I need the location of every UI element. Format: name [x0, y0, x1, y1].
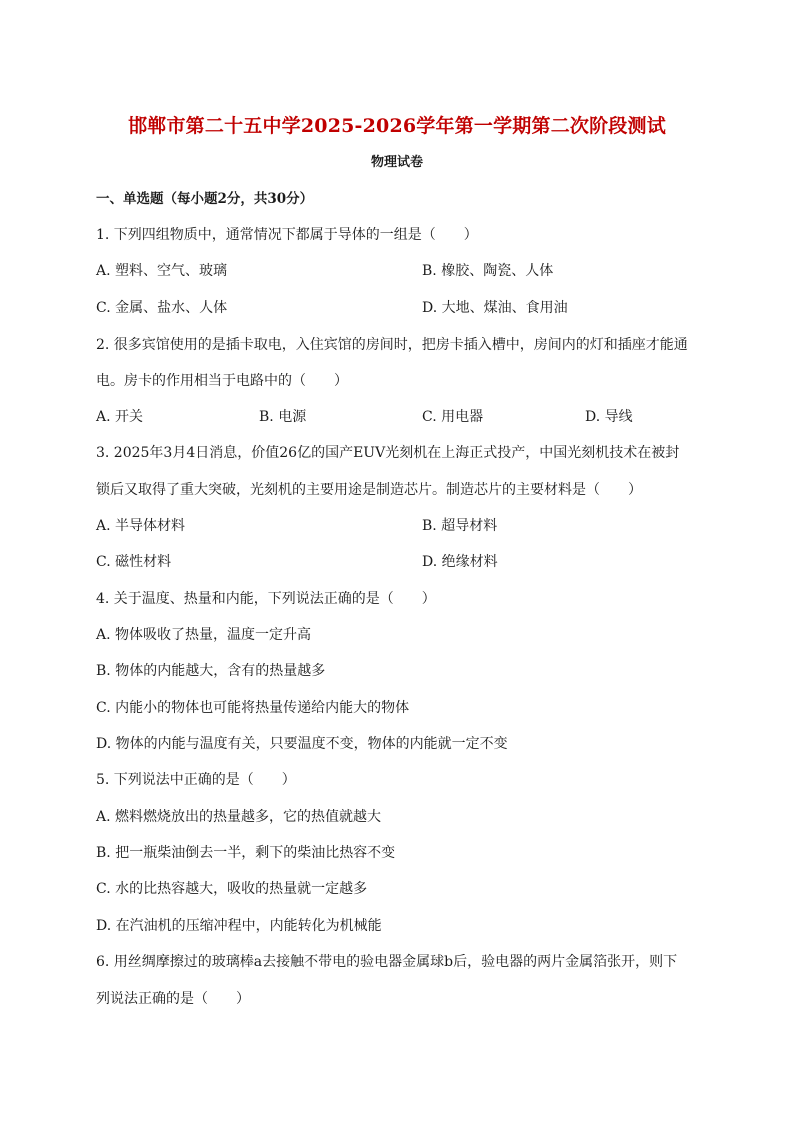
- question-4-option-b: B. 物体的内能越大，含有的热量越多: [96, 663, 326, 679]
- question-4-option-a: A. 物体吸收了热量，温度一定升高: [96, 627, 312, 643]
- question-2-option-d: D. 导线: [585, 409, 633, 425]
- question-1-option-a: A. 塑料、空气、玻璃: [96, 263, 228, 279]
- question-2-stem-line-2: 电。房卡的作用相当于电路中的（ ）: [96, 373, 348, 389]
- question-3-stem-line-2: 锁后又取得了重大突破，光刻机的主要用途是制造芯片。制造芯片的主要材料是（ ）: [96, 482, 642, 498]
- question-4-stem: 4. 关于温度、热量和内能，下列说法正确的是（ ）: [96, 591, 436, 607]
- exam-title: 邯郸市第二十五中学2025-2026学年第一学期第二次阶段测试: [128, 115, 666, 137]
- question-2-option-c: C. 用电器: [422, 409, 484, 425]
- question-5-stem: 5. 下列说法中正确的是（ ）: [96, 772, 296, 788]
- question-3-option-c: C. 磁性材料: [96, 554, 172, 570]
- question-1-option-d: D. 大地、煤油、食用油: [422, 300, 568, 316]
- section-heading: 一、单选题（每小题2分，共30分）: [96, 191, 314, 207]
- question-2-option-b: B. 电源: [259, 409, 307, 425]
- question-5-option-d: D. 在汽油机的压缩冲程中，内能转化为机械能: [96, 918, 382, 934]
- question-1-option-c: C. 金属、盐水、人体: [96, 300, 228, 316]
- question-5-option-b: B. 把一瓶柴油倒去一半，剩下的柴油比热容不变: [96, 845, 396, 861]
- question-1-stem: 1. 下列四组物质中，通常情况下都属于导体的一组是（ ）: [96, 227, 478, 243]
- question-1-option-b: B. 橡胶、陶瓷、人体: [422, 263, 554, 279]
- question-6-stem-line-1: 6. 用丝绸摩擦过的玻璃棒a去接触不带电的验电器金属球b后，验电器的两片金属箔张开，则下: [96, 954, 678, 970]
- question-2-stem-line-1: 2. 很多宾馆使用的是插卡取电，入住宾馆的房间时，把房卡插入槽中，房间内的灯和插座才能通: [96, 337, 688, 353]
- question-3-option-d: D. 绝缘材料: [422, 554, 498, 570]
- question-3-option-b: B. 超导材料: [422, 518, 498, 534]
- question-5-option-a: A. 燃料燃烧放出的热量越多，它的热值就越大: [96, 809, 382, 825]
- exam-subtitle: 物理试卷: [370, 155, 423, 170]
- question-4-option-d: D. 物体的内能与温度有关，只要温度不变，物体的内能就一定不变: [96, 736, 508, 752]
- question-2-option-a: A. 开关: [96, 409, 144, 425]
- question-6-stem-line-2: 列说法正确的是（ ）: [96, 991, 250, 1007]
- question-5-option-c: C. 水的比热容越大，吸收的热量就一定越多: [96, 881, 368, 897]
- question-4-option-c: C. 内能小的物体也可能将热量传递给内能大的物体: [96, 700, 410, 716]
- question-3-option-a: A. 半导体材料: [96, 518, 186, 534]
- question-3-stem-line-1: 3. 2025年3月4日消息，价值26亿的国产EUV光刻机在上海正式投产，中国光刻机技术在被封: [96, 445, 680, 461]
